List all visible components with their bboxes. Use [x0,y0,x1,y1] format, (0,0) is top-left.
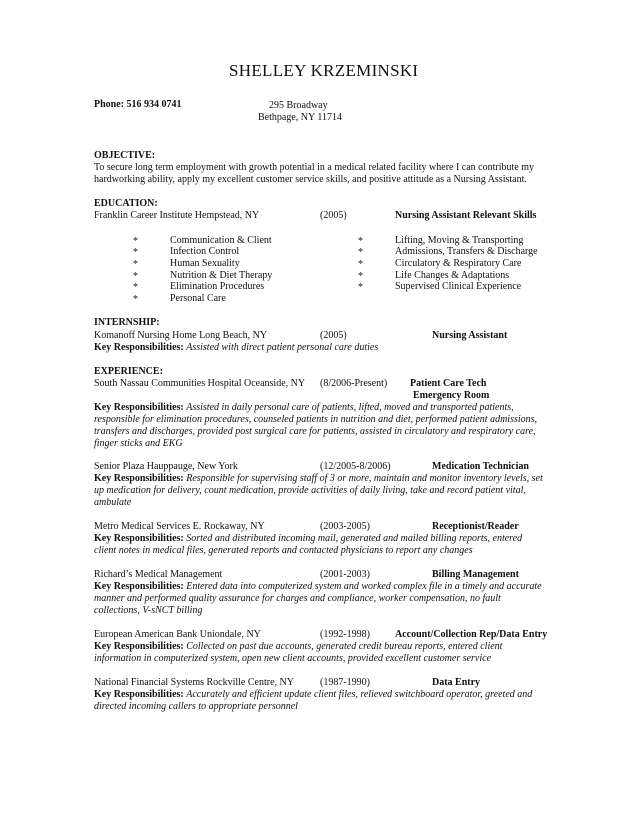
key-responsibilities-label: Key Responsibilities: [94,342,184,353]
job-responsibilities [94,689,532,701]
bullet: * [133,247,138,258]
resume-name: SHELLEY KRZEMINSKI [229,61,419,80]
job-dates: (12/2005-8/2006) [320,461,391,472]
education-year: (2005) [320,210,347,221]
responsibilities-text: responsible for elimination procedures, counseled patients in nutrition and diet, performed patient admissions, [94,414,538,425]
phone-number: Phone: 516 934 0741 [94,99,182,110]
responsibilities-text: Assisted in daily personal care of patients, lifted, moved and transported patients, [186,402,514,413]
job-title: Billing Management [432,569,519,580]
responsibilities-text: Responsible for supervising staff of 3 or more, maintain and monitor inventory levels, set [186,473,543,484]
responsibilities-text: Accurately and efficient update client files, relieved switchboard operator, greeted and [186,689,533,700]
internship-heading: INTERNSHIP: [94,317,160,328]
objective-line-1: To secure long term employment with growth potential in a medical related facility where I can contribute my [94,162,534,173]
course-item: Communication & Client [170,235,272,246]
responsibilities-text: directed incoming callers to appropriate personnel [94,701,298,712]
bullet: * [133,259,138,270]
job-dates: (1992-1998) [320,629,370,640]
job-employer: South Nassau Communities Hospital Oceanside, NY [94,378,306,389]
key-responsibilities-label: Key Responsibilities: [94,533,184,544]
education-heading: EDUCATION: [94,198,158,209]
job-employer: European American Bank Uniondale, NY [94,629,261,640]
job-responsibilities [94,641,502,653]
job-title: Medication Technician [432,461,529,472]
bullet: * [358,259,363,270]
experience-heading: EXPERIENCE: [94,366,163,377]
job-employer: Senior Plaza Hauppauge, New York [94,461,238,472]
responsibilities-text: ambulate [94,497,132,508]
course-item: Personal Care [170,293,226,304]
responsibilities-text: transfers and discharges, provided post surgical care for patients, assisted in circulatory and respiratory care, [94,426,536,437]
course-item: Admissions, Transfers & Discharge [395,246,538,257]
course-item: Infection Control [170,246,240,257]
responsibilities-text: collections, V-sNCT billing [94,605,203,616]
course-item: Human Sexuality [170,258,240,269]
job-responsibilities [94,533,522,545]
job-title: Data Entry [432,677,481,688]
bullet: * [133,236,138,247]
course-item: Supervised Clinical Experience [395,281,522,292]
address-street: 295 Broadway [269,100,328,111]
responsibilities-text: information in computerized system, open new client accounts, provided excellent customer service [94,653,492,664]
responsibilities-text: Assisted with direct patient personal care duties [186,342,379,353]
responsibilities-text: finger sticks and EKG [94,438,183,449]
course-item: Elimination Procedures [170,281,265,292]
key-responsibilities-label: Key Responsibilities: [94,689,184,700]
job-dates: (1987-1990) [320,677,370,688]
address-city: Bethpage, NY 11714 [258,112,342,123]
bullet: * [358,236,363,247]
bullet: * [358,282,363,293]
bullet: * [133,294,138,305]
bullet: * [133,282,138,293]
key-responsibilities-label: Key Responsibilities: [94,641,184,652]
job-employer: Metro Medical Services E. Rockaway, NY [94,521,265,532]
skills-heading: Nursing Assistant Relevant Skills [395,210,537,221]
key-responsibilities-label: Key Responsibilities: [94,402,184,413]
bullet: * [358,247,363,258]
responsibilities-text: up medication for delivery, count medication, provide activities of daily living, take and record patient vital, [94,485,526,496]
job-title: Receptionist/Reader [432,521,519,532]
objective-heading: OBJECTIVE: [94,150,156,161]
responsibilities-text: Entered data into computerized system and worked complex file in a timely and accurate [186,581,542,592]
job-dates: (2001-2003) [320,569,370,580]
key-responsibilities-label: Key Responsibilities: [94,473,184,484]
internship-place: Komanoff Nursing Home Long Beach, NY [94,330,268,341]
job-responsibilities [94,402,514,414]
job-subtitle: Emergency Room [413,390,490,401]
course-item: Life Changes & Adaptations [395,270,510,281]
job-dates: (2003-2005) [320,521,370,532]
internship-title: Nursing Assistant [432,330,508,341]
internship-year: (2005) [320,330,347,341]
job-employer: National Financial Systems Rockville Centre, NY [94,677,294,688]
course-item: Circulatory & Respiratory Care [395,258,522,269]
key-responsibilities-label: Key Responsibilities: [94,581,184,592]
responsibilities-text: client notes in medical files, generated reports and contacted physicians to report any changes [94,545,473,556]
course-item: Nutrition & Diet Therapy [170,270,273,281]
bullet: * [358,271,363,282]
objective-line-2: hardworking ability, apply my excellent customer service skills, and positive attitude as a Nursing Assistant. [94,174,527,185]
job-dates: (8/2006-Present) [320,378,388,389]
responsibilities-text: Sorted and distributed incoming mail, generated and mailed billing reports, entered [186,533,523,544]
job-employer: Richard’s Medical Management [94,569,223,580]
bullet: * [133,271,138,282]
course-item: Lifting, Moving & Transporting [395,235,524,246]
job-responsibilities [94,581,542,593]
education-school: Franklin Career Institute Hempstead, NY [94,210,260,221]
responsibilities-text: Collected on past due accounts, generated credit bureau reports, entered client [186,641,503,652]
job-title: Patient Care Tech [410,378,487,389]
internship-responsibilities [94,342,378,354]
job-title: Account/Collection Rep/Data Entry [395,629,548,640]
job-responsibilities [94,473,543,485]
responsibilities-text: manner and performed quality assurance for charges and compliance, worker compensation, no fault [94,593,501,604]
